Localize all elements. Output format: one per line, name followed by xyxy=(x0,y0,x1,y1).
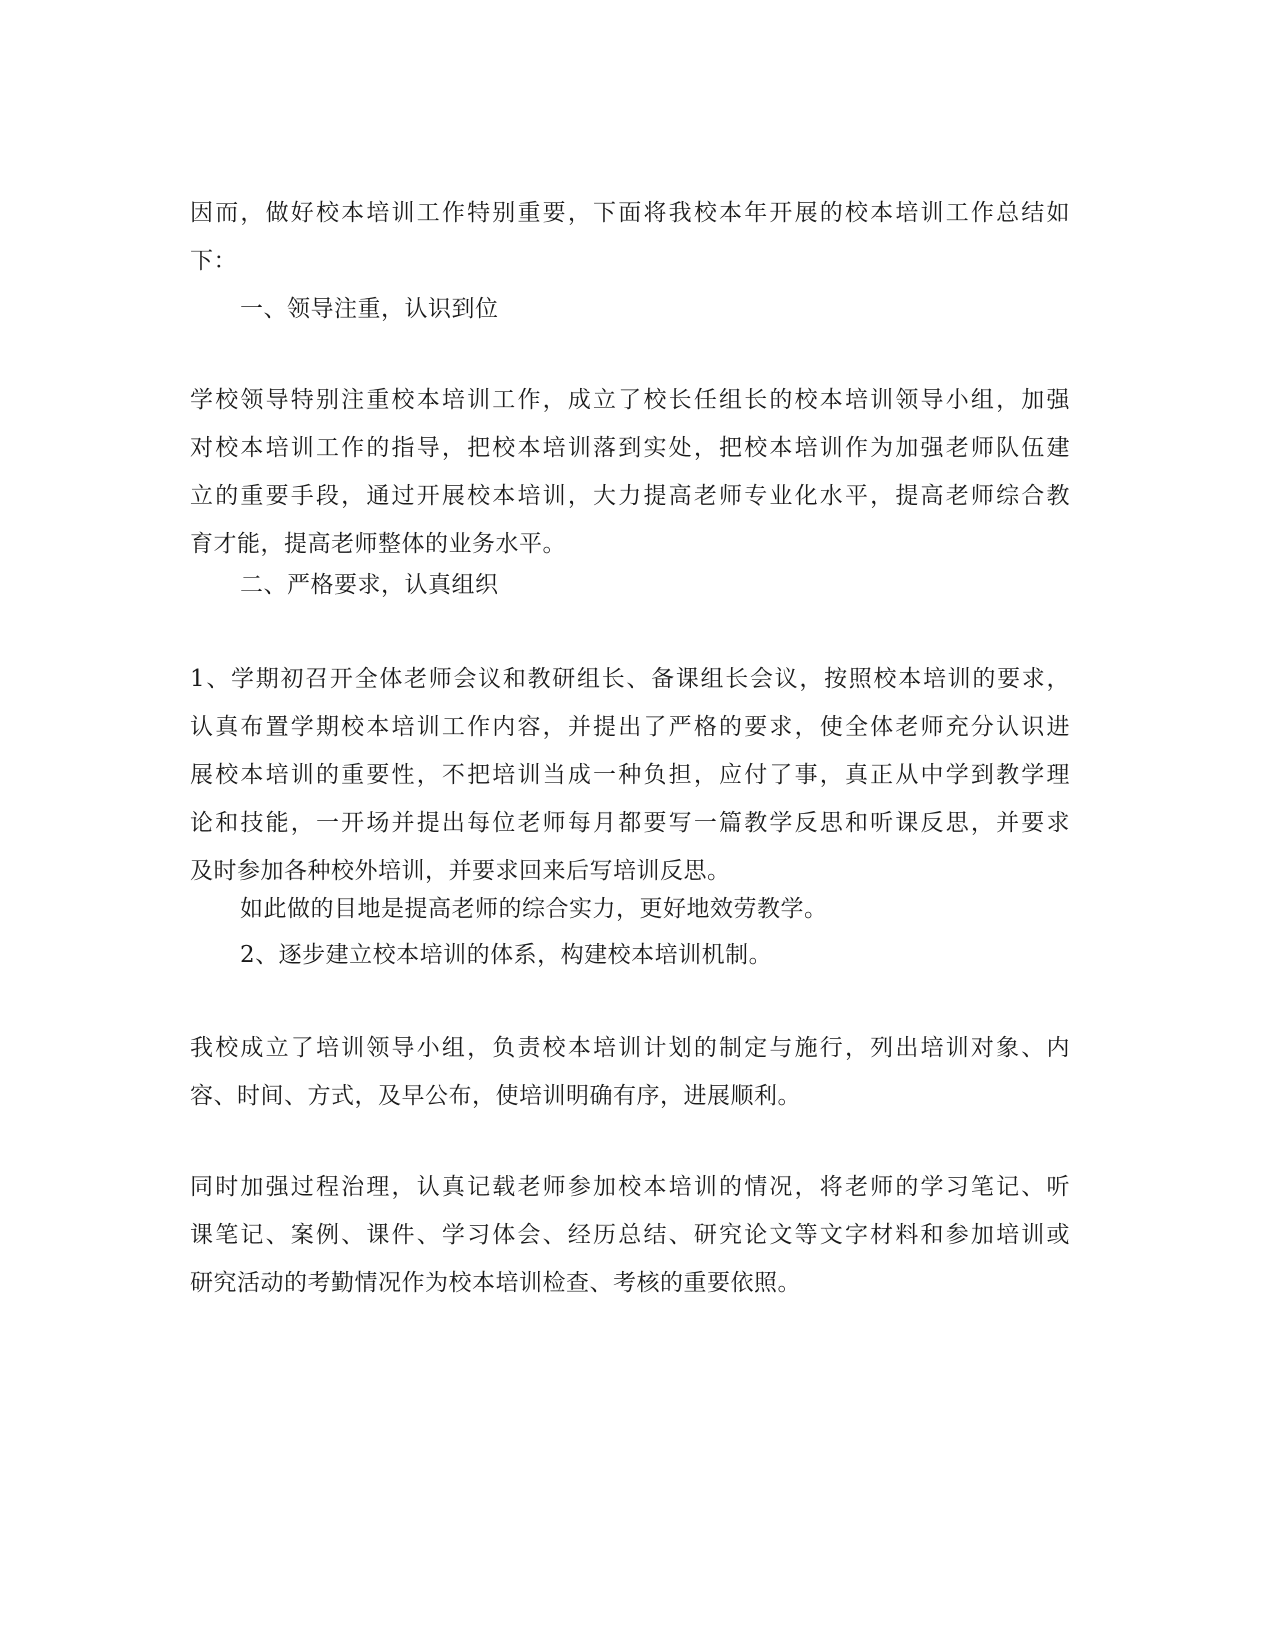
section-1-line-1: 学校领导特别注重校本培训工作，成立了校长任组长的校本培训领导小组，加强 xyxy=(190,387,1070,413)
item-2-p1-line-2: 容、时间、方式，及早公布，使培训明确有序，进展顺利。 xyxy=(190,1083,801,1109)
intro-line-1: 因而，做好校本培训工作特别重要，下面将我校本年开展的校本培训工作总结如 xyxy=(190,200,1070,226)
item-1-follow-up: 如此做的目地是提高老师的综合实力，更好地效劳教学。 xyxy=(240,896,828,922)
section-1-line-4: 育才能，提高老师整体的业务水平。 xyxy=(190,531,566,557)
section-2-item-1-paragraph xyxy=(190,655,1070,895)
item-1-line-1: 1、学期初召开全体老师会议和教研组长、备课组长会议，按照校本培训的要求， xyxy=(190,666,1070,692)
item-2-paragraph-1 xyxy=(190,1024,1070,1120)
item-2-p2-line-1: 同时加强过程治理，认真记载老师参加校本培训的情况，将老师的学习笔记、听 xyxy=(190,1174,1070,1200)
item-2-p2-line-3: 研究活动的考勤情况作为校本培训检查、考核的重要依照。 xyxy=(190,1270,801,1296)
item-1-line-2: 认真布置学期校本培训工作内容，并提出了严格的要求，使全体老师充分认识进 xyxy=(190,714,1070,740)
section-1-line-3: 立的重要手段，通过开展校本培训，大力提高老师专业化水平，提高老师综合教 xyxy=(190,483,1070,509)
intro-line-2: 下： xyxy=(190,248,237,274)
section-2-item-2-heading: 2、逐步建立校本培训的体系，构建校本培训机制。 xyxy=(240,942,773,968)
section-1-paragraph xyxy=(190,376,1070,568)
item-2-paragraph-2 xyxy=(190,1163,1070,1307)
item-1-line-5: 及时参加各种校外培训，并要求回来后写培训反思。 xyxy=(190,858,731,884)
item-1-line-4: 论和技能，一开场并提出每位老师每月都要写一篇教学反思和听课反思，并要求 xyxy=(190,810,1070,836)
item-2-p2-line-2: 课笔记、案例、课件、学习体会、经历总结、研究论文等文字材料和参加培训或 xyxy=(190,1222,1070,1248)
section-1-heading: 一、领导注重，认识到位 xyxy=(240,296,499,322)
intro-paragraph xyxy=(190,189,1070,285)
section-1-line-2: 对校本培训工作的指导，把校本培训落到实处，把校本培训作为加强老师队伍建 xyxy=(190,435,1070,461)
section-2-heading: 二、严格要求，认真组织 xyxy=(240,572,499,598)
item-2-p1-line-1: 我校成立了培训领导小组，负责校本培训计划的制定与施行，列出培训对象、内 xyxy=(190,1035,1070,1061)
item-1-line-3: 展校本培训的重要性，不把培训当成一种负担，应付了事，真正从中学到教学理 xyxy=(190,762,1070,788)
